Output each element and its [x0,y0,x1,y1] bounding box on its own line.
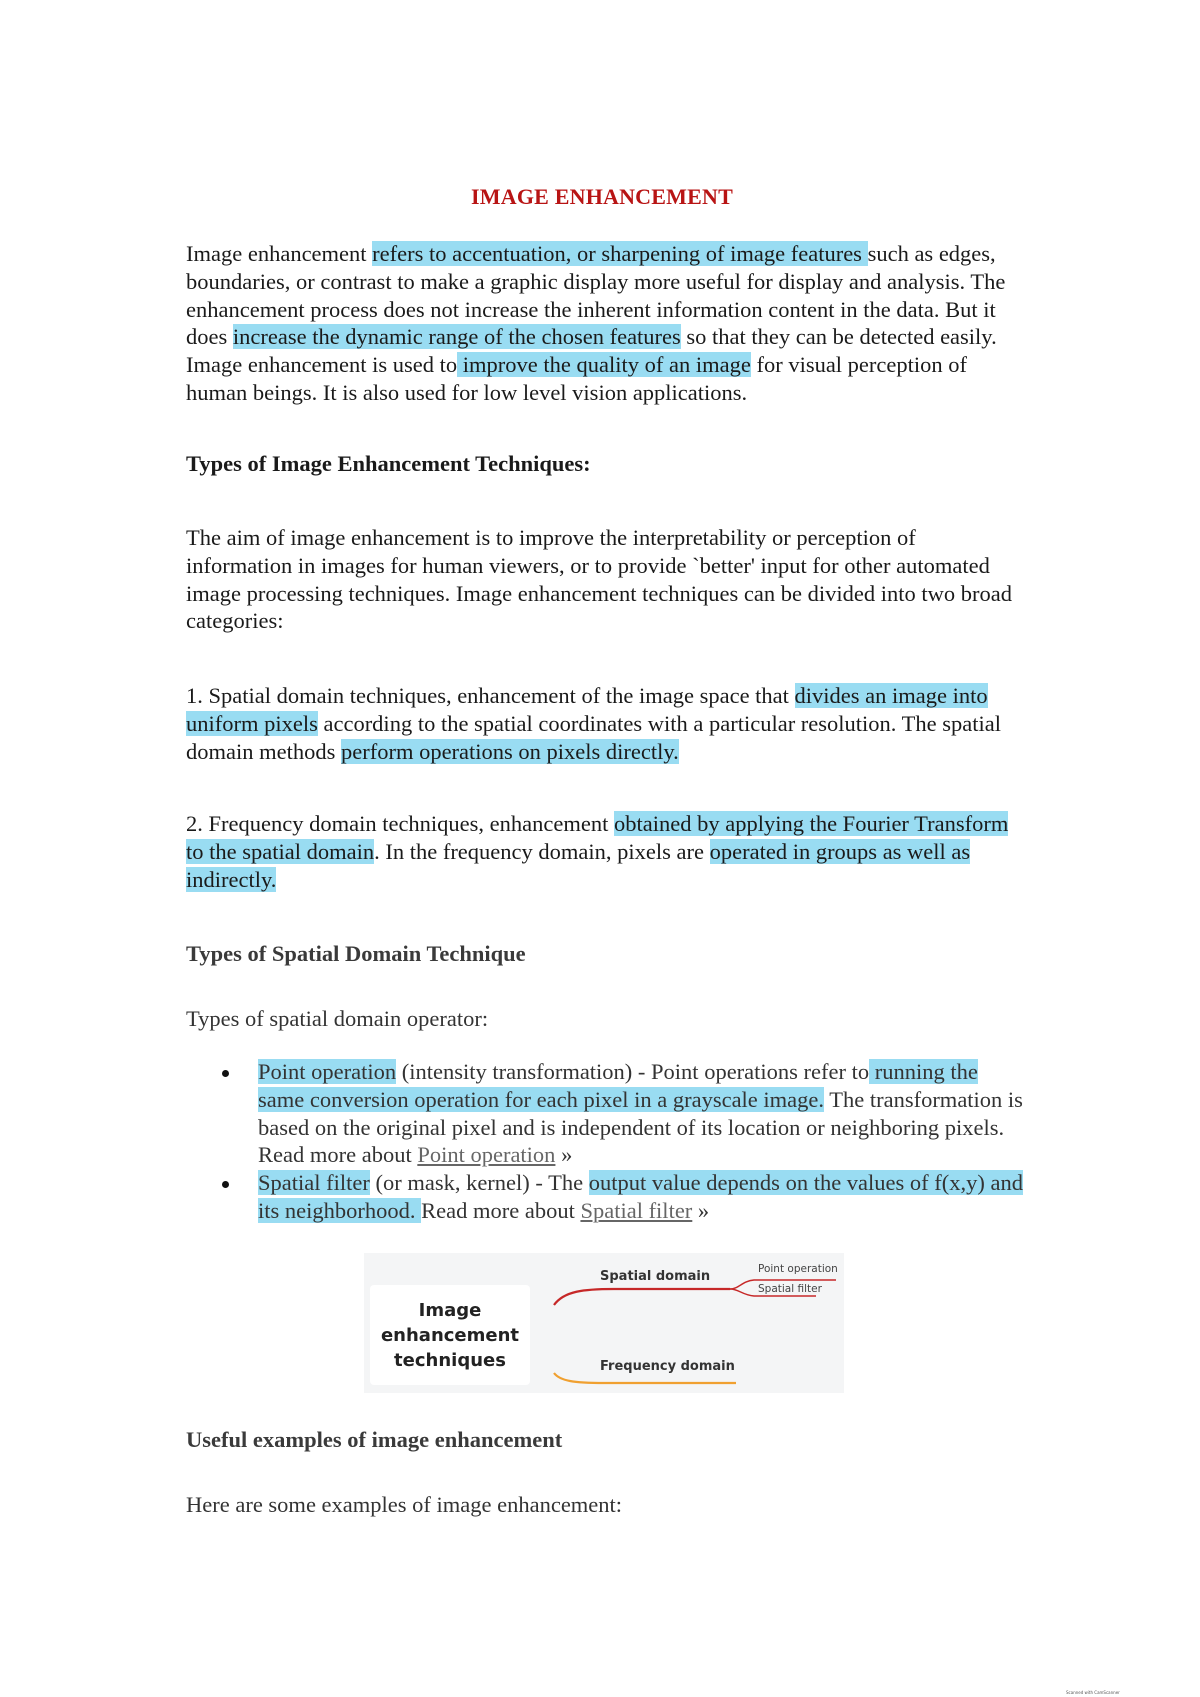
text-segment: . In the frequency domain, pixels are [374,838,710,864]
text-segment: such as edges, boundaries, or contrast to make a graphic display more useful for display and analysis. The enhancement process does not increase the inherent information content in the data. But it does [186,241,1006,350]
scanner-watermark: Scanned with CamScanner [1066,1690,1120,1695]
bullet-icon [222,1070,229,1077]
operator-intro-text: Types of spatial domain operator: [186,1006,489,1031]
list-item [186,1169,1026,1225]
aim-paragraph [186,524,1026,635]
text-segment: » [555,1142,573,1168]
text-segment: (or mask, kernel) - The [369,1170,589,1196]
text-segment: Read more about [421,1197,581,1223]
list-item-text [258,1170,1023,1223]
diagram-root-node: Image enhancement techniques [370,1285,530,1385]
diagram-branch-spatial: Spatial domain [600,1269,711,1284]
diagram-branch-frequency: Frequency domain [600,1359,735,1374]
enhancement-techniques-diagram [364,1253,844,1393]
read-more-link[interactable]: Point operation [417,1142,556,1168]
highlighted-text: output value depends on the values of f(x,y) and its neighborhood. [258,1170,1023,1223]
text-segment: so that they can be detected easily. Image enhancement is used to [186,324,997,378]
bullet-icon [222,1181,229,1188]
text-segment: 2. Frequency domain techniques, enhancement [186,811,614,836]
list-item-text [258,1059,1023,1167]
text-segment: for visual perception of human beings. It is also used for low level vision applications. [186,352,968,405]
highlighted-text: divides an image into uniform pixels [186,683,988,736]
diagram-leaf-spatial-filter: Spatial filter [758,1283,822,1295]
text-segment: according to the spatial coordinates with a particular resolution. The spatial domain methods [186,710,1001,764]
highlighted-text: Spatial filter [258,1170,370,1196]
list-item [186,1058,1026,1169]
highlighted-text: increase the dynamic range of the chosen features [232,324,681,350]
text-segment: The transformation is based on the original pixel and is independent of its location or neighboring pixels. Read more about [258,1086,1023,1168]
highlighted-text: obtained by applying the Fourier Transform to the spatial domain [186,811,1009,864]
highlighted-text: running the same conversion operation for each pixel in a grayscale image. [258,1059,978,1112]
heading-useful-examples: Useful examples of image enhancement [186,1427,563,1452]
intro-paragraph [186,240,1026,407]
text-segment: 1. Spatial domain techniques, enhancement of the image space that [186,683,795,708]
examples-intro-text: Here are some examples of image enhancement: [186,1492,623,1517]
frequency-domain-paragraph [186,810,1026,893]
connector-top [554,1289,730,1305]
document-title: IMAGE ENHANCEMENT [471,184,733,209]
highlighted-text: operated in groups as well as indirectly. [186,838,971,892]
highlighted-text: perform operations on pixels directly. [340,738,679,764]
heading-types-of-techniques: Types of Image Enhancement Techniques: [186,451,591,476]
connector-bottom [554,1373,736,1383]
highlighted-text: Point operation [258,1059,397,1084]
highlighted-text: improve the quality of an image [457,352,751,378]
text-segment: (intensity transformation) - Point operations refer to [396,1059,870,1084]
text-segment: Image enhancement [186,241,373,266]
diagram-leaf-point-operation: Point operation [758,1263,838,1275]
spatial-domain-paragraph [186,682,1026,765]
text-segment: The aim of image enhancement is to improve the interpretability or perception of information in images for human viewers, or to provide `better' input for other automated image processing techniques. Image enhancement techniques can be divided into two broad categories: [186,525,1012,634]
highlighted-text: refers to accentuation, or sharpening of image features [372,241,868,266]
heading-spatial-domain-technique: Types of Spatial Domain Technique [186,941,526,966]
read-more-link[interactable]: Spatial filter [580,1197,693,1223]
operator-list [186,1058,1026,1225]
text-segment: » [692,1197,710,1223]
